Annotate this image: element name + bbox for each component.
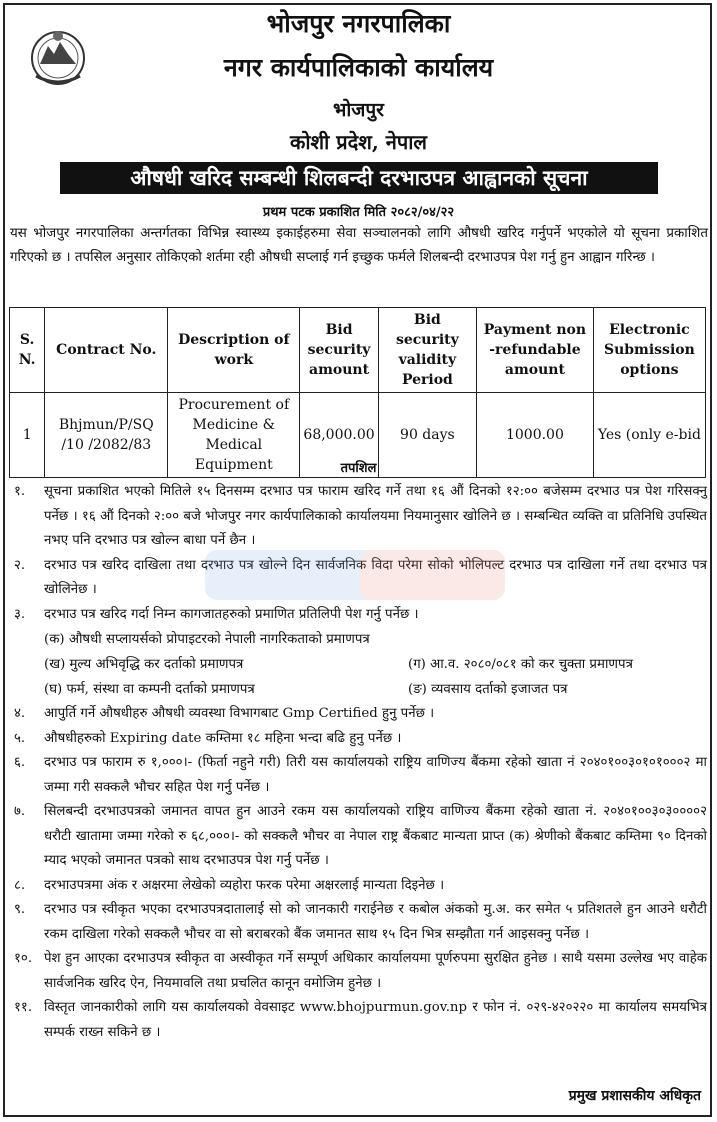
requirement-ga: (ग) आ.व. २०८०/०८१ को कर चुक्ता प्रमाणपत्र (408, 657, 633, 672)
header-sn: S. N. (10, 308, 45, 393)
document-requirement (10, 627, 707, 652)
province-name: कोशी प्रदेश, नेपाल (289, 130, 427, 154)
header-submission: Electronic Submission options (593, 308, 705, 393)
item-text: दरभाउ पत्र खरिद दाखिला तथा दरभाउ पत्र खोल्ने दिन सार्वजनिक विदा परेमा सोको भोलिपल्ट दरभाउ पत्र दाखिला गर्ने तथा दरभाउ पत्र खोलिनेछ । (44, 557, 707, 597)
list-item (10, 947, 707, 996)
header-payment: Payment non -refundable amount (477, 308, 594, 393)
item-text: औषधीहरुको Expiring date कम्तिमा १८ महिना भन्दा बढि हुनु पर्नेछ । (44, 730, 402, 746)
item-text: दरभाउ पत्र स्वीकृत भएका दरभाउपत्रदातालाई सो को जानकारी गराईनेछ र कबोल अंकको मु.अ. कर समेत ५ प्रतिशतले हुन आउने धरौटी रकम दाखिला गरेको सक्कलै भौचर वा सो बराबरको बैंक जमानत साथ १५ दिन भित्र सम्झौता गर्न आइसक्नु पर्नेछ । (44, 902, 707, 942)
item-number: ७. (14, 804, 26, 819)
item-number: १. (14, 484, 26, 499)
signatory-title: प्रमुख प्रशासकीय अधिकृत (568, 1088, 701, 1104)
list-item (10, 898, 707, 947)
item-number: ६. (14, 755, 26, 770)
item-text: दरभाउपत्रमा अंक र अक्षरमा लेखेको व्यहोरा फरक परेमा अक्षरलाई मान्यता दिइनेछ । (44, 877, 445, 893)
list-item (10, 727, 707, 752)
item-text: दरभाउ पत्र खरिद गर्दा निम्न कागजातहरुको प्रमाणित प्रतिलिपी पेश गर्नु पर्नेछ । (44, 606, 419, 622)
header-bid-validity: Bid security validity Period (378, 308, 476, 393)
cell-bid-validity: 90 days (378, 393, 476, 478)
item-text: सिलबन्दी दरभाउपत्रको जमानत वापत हुन आउने रकम यस कार्यालयको राष्ट्रिय वाणिज्य बैंकमा रहेको खाता नं. २०४०१००३०३००००२ धरौटी खातामा जम्मा गरेको रु ६८,०००।- को सक्कलै भौचर वा नेपाल राष्ट्र बैंकबाट मान्यता प्राप्त (क) श्रेणीको बैंकबाट कम्तिमा ९० दिनको म्याद भएको जमानत पत्रको साथ दरभाउपत्र पेश गर्नु पर्नेछ । (44, 804, 707, 868)
item-number: ४. (14, 706, 26, 721)
list-item (10, 874, 707, 899)
item-text: आपुर्ति गर्ने औषधीहरु औषधी व्यवस्था विभागबाट Gmp Certified हुनु पर्नेछ । (44, 706, 435, 721)
cell-description: Procurement of Medicine & Medical Equipment (168, 393, 300, 478)
item-text: सूचना प्रकाशित भएको मितिले १५ दिनसम्म दरभाउ पत्र फाराम खरिद गर्ने तथा १६ औं दिनको १२:०० बजेसम्म दरभाउ पत्र पेश गरिसक्नु पर्नेछ । १६ औं दिनको २:०० बजे भोजपुर नगर कार्यपालिकाको कार्यालयमा नियमानुसार खोलिने छ । सम्बन्धित व्यक्ति वा प्रतिनिधि उपस्थित नभए पनि दरभाउ पत्र खोल्न बाधा पर्ने छैन । (44, 484, 707, 548)
item-number: १०. (14, 951, 33, 966)
requirement-nga: (ङ) व्यवसाय दर्ताको इजाजत पत्र (408, 682, 568, 697)
list-item (10, 996, 707, 1045)
cell-payment: 1000.00 (477, 393, 594, 478)
document-requirement (10, 652, 707, 677)
list-item (10, 480, 707, 554)
bid-table (9, 307, 706, 478)
publication-date: प्रथम पटक प्रकाशित मिति २०८२/०४/२२ (262, 205, 455, 220)
header-bid-security-amount: Bid security amount (300, 308, 378, 393)
requirement-gha: (घ) फर्म, संस्था वा कम्पनी दर्ताको प्रमाणपत्र (44, 682, 255, 697)
details-title: तपशिल (340, 461, 377, 476)
item-text: दरभाउ पत्र फाराम रु १,०००।- (फिर्ता नहुने गरी) तिरी यस कार्यालयको राष्ट्रिय वाणिज्य बैंकमा रहेको खाता नं २०४०१००३०१०१०००२ मा जम्मा गरी सक्कलै भौचर सहित पेश गर्नु पर्नेछ । (44, 755, 707, 795)
list-item (10, 800, 707, 874)
intro-paragraph: यस भोजपुर नगरपालिका अन्तर्गतका विभिन्न स्वास्थ्य इकाईहरुमा सेवा सञ्चालनको लागि औषधी खरिद गर्नुपर्ने भएकोले यो सूचना प्रकाशित गरिएको छ । तपसिल अनुसार तोकिएको शर्तमा रही औषधी सप्लाई गर्न इच्छुक फर्मले शिलबन्दी दरभाउपत्र पेश गर्नु हुन आह्वान गरिन्छ । (10, 226, 708, 265)
list-item (10, 751, 707, 800)
item-number: ११. (14, 1000, 33, 1015)
cell-sn: 1 (10, 393, 45, 478)
municipality-name: भोजपुर नगरपालिका (266, 9, 451, 38)
item-number: ५. (14, 730, 26, 746)
item-text: विस्तृत जानकारीको लागि यस कार्यालयको वेवसाइट www.bhojpurmun.gov.np र फोन नं. ०२९-४२०२२० मा कार्यालय समयभित्र सम्पर्क राख्न सकिने छ । (44, 1000, 707, 1040)
list-item (10, 554, 707, 603)
cell-submission: Yes (only e-bid (593, 393, 705, 478)
item-number: २. (14, 557, 26, 573)
location-name: भोजपुर (333, 99, 384, 121)
item-text: पेश हुन आएका दरभाउपत्र स्वीकृत वा अस्वीकृत गर्ने सम्पूर्ण अधिकार कार्यालयमा पूर्णरुपमा सुरक्षित हुनेछ । साथै यसमा उल्लेख भए वाहेक सार्वजनिक खरिद ऐन, नियमावलि तथा प्रचलित कानून वमोजिम हुनेछ । (44, 951, 707, 991)
cell-bid-security-amount: 68,000.00 (300, 393, 378, 478)
list-item (10, 603, 707, 628)
header-contract-no: Contract No. (45, 308, 168, 393)
header-description: Description of work (168, 308, 300, 393)
document-requirement (10, 677, 707, 702)
office-name: नगर कार्यपालिकाको कार्यालय (223, 53, 494, 82)
item-number: ८. (14, 877, 26, 893)
notice-title: औषधी खरिद सम्बन्धी शिलबन्दी दरभाउपत्र आह्वानको सूचना (60, 162, 658, 194)
cell-contract-no: Bhjmun/P/SQ /10 /2082/83 (45, 393, 168, 478)
requirement-kha: (ख) मुल्य अभिवृद्धि कर दर्ताको प्रमाणपत्र (44, 657, 244, 672)
requirement-ka: (क) औषधी सप्लायर्सको प्रोपाइटरको नेपाली नागरिकताको प्रमाणपत्र (44, 632, 370, 647)
table-header-row (10, 308, 706, 393)
item-number: ३. (14, 606, 26, 622)
item-number: ९. (14, 902, 26, 917)
terms-list (10, 480, 707, 1045)
list-item (10, 702, 707, 727)
